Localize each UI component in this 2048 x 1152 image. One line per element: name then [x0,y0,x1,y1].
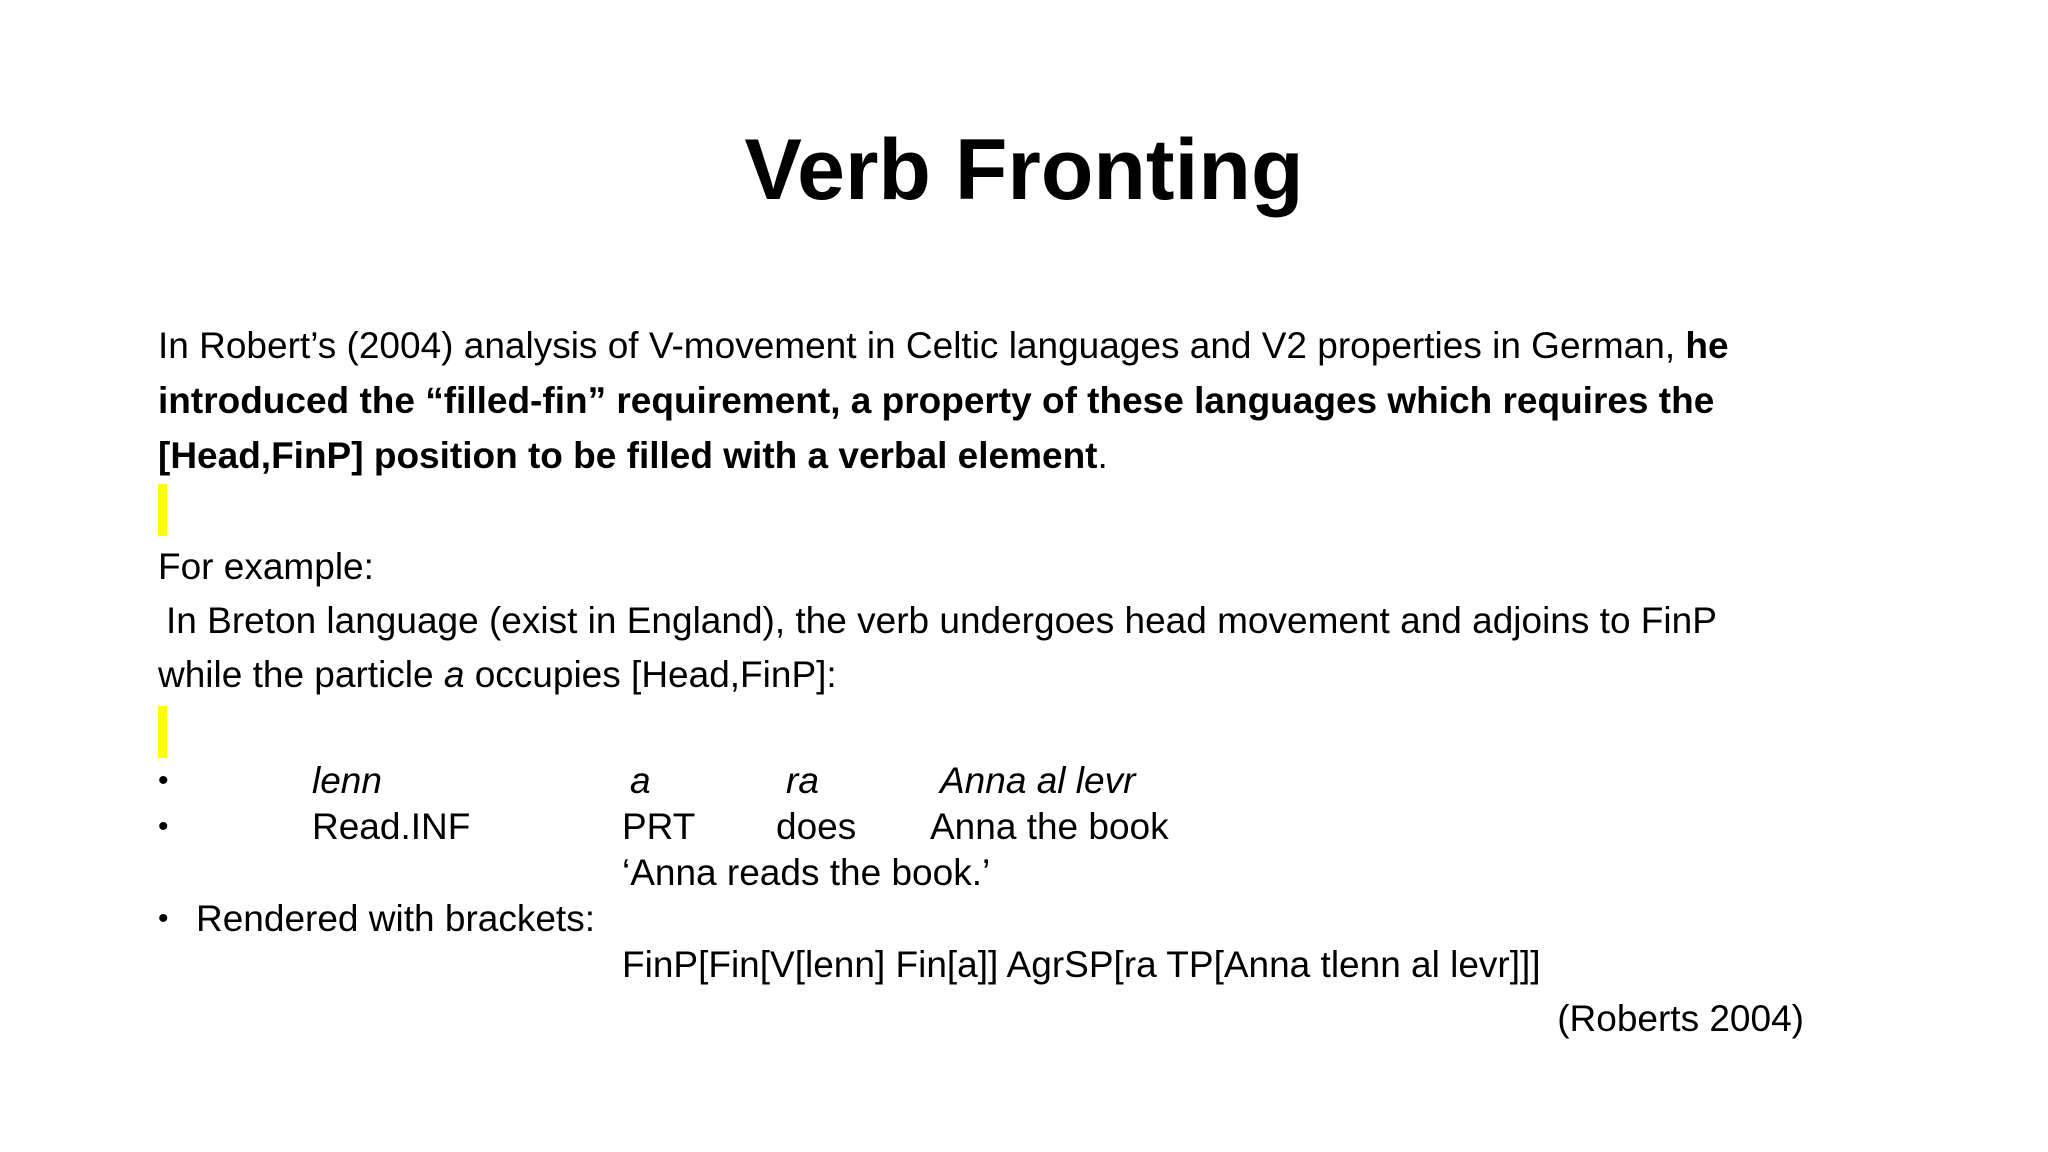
gloss-word: a [630,760,651,801]
bullet-icon: • [158,764,169,797]
bracket-notation: FinP[Fin[V[lenn] Fin[a]] AgrSP[ra TP[Anna tlenn al levr]]] [622,944,1541,985]
for-example-label: For example: [158,546,374,587]
intro-paragraph [158,318,1838,483]
highlight-cursor-marker [158,484,167,536]
breton-line-2-text-end: occupies [Head,FinP]: [464,654,837,695]
intro-text-period: . [1097,435,1108,476]
highlight-cursor-marker [158,706,167,758]
breton-line-2-text: while the particle [158,654,444,695]
brackets-label: Rendered with brackets: [196,898,595,939]
particle-a-italic: a [443,654,465,695]
bullet-icon: • [158,902,169,935]
gloss-word: PRT [622,806,696,847]
bullet-icon: • [158,810,169,843]
breton-description-line-2 [158,652,837,698]
intro-text-bold: he introduced the “filled-fin” requirement, a property of these languages which requires the [Head,FinP] position to be filled with a verbal element [158,325,1729,476]
intro-text-plain: In Robert’s (2004) analysis of V-movement in Celtic languages and V2 properties in German, [158,325,1686,366]
gloss-word: Anna the book [930,806,1169,847]
slide-title: Verb Fronting [744,122,1304,218]
gloss-translation: ‘Anna reads the book.’ [622,852,991,893]
gloss-word: does [776,806,857,847]
citation: (Roberts 2004) [1557,998,1804,1039]
gloss-word: ra [786,760,819,801]
gloss-word: Anna al levr [940,760,1136,801]
breton-description-line-1: In Breton language (exist in England), the verb undergoes head movement and adjoins to FinP [166,600,1717,641]
gloss-word: lenn [312,760,382,801]
gloss-word: Read.INF [312,806,471,847]
